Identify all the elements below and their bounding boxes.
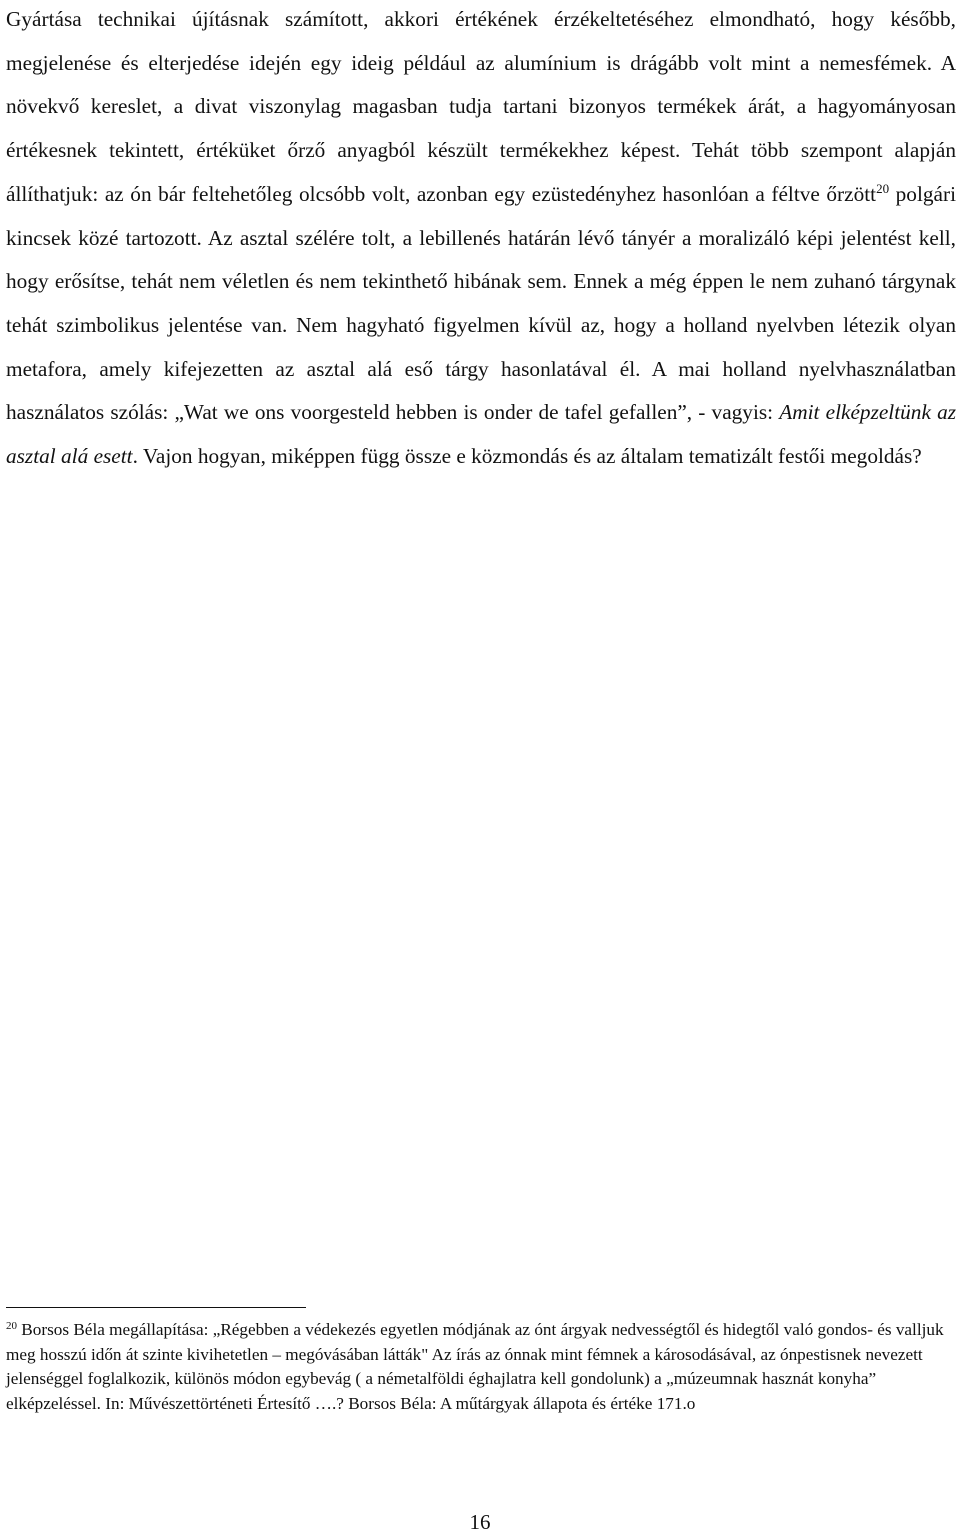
footnote-separator	[6, 1307, 306, 1308]
italic-translation: Amit elképzeltünk az asztal alá esett	[6, 400, 956, 469]
footnote-text: Borsos Béla megállapítása: „Régebben a védekezés egyetlen módjának az ónt árgyak nedvességtől és hidegtől való gondos- és valljuk meg hosszú időn át szinte kivihetetlen – megóvásában látták" Az írás az ónnak mint fémnek a károsodásával, az ónpestisnek nevezett jelenséggel foglalkozik, különös módon egybevág ( a németalföldi éghajlatra kell gondolunk) a „múzeumnak hasznát konyha” elképzeléssel. In: Művészettörténeti Értesítő ….? Borsos Béla: A műtárgyak állapota és értéke 171.o	[6, 1320, 944, 1413]
body-text-closing: . Vajon hogyan, miképpen függ össze e közmondás és az általam tematizált festői megoldás?	[132, 444, 922, 469]
footnote	[6, 1318, 946, 1416]
footnote-reference[interactable]: 20	[876, 180, 890, 196]
page-number: 16	[469, 1510, 491, 1534]
body-paragraph	[6, 0, 956, 479]
body-text-part-1: Gyártása technikai újításnak számított, akkori értékének érzékeltetéséhez elmondható, hogy később, megjelenése és elterjedése idején egy ideig például az alumínium is drágább volt mint a nemesfémek. A növekvő kereslet, a divat viszonylag magasban tudja tartani bizonyos termékek árát, a hagyományosan értékesnek tekintett, értéküket őrző anyagból készült termékekhez képest. Tehát több szempont alapján állíthatjuk: az ón bár feltehetőleg olcsóbb volt, azonban egy ezüstedényhez hasonlóan a féltve őrzött	[6, 7, 956, 206]
body-text-part-2: polgári kincsek közé tartozott. Az asztal szélére tolt, a lebillenés határán lévő tányér a moralizáló képi jelentést kell, hogy erősítse, tehát nem véletlen és nem tekinthető hibának sem. Ennek a még éppen le nem zuhanó tárgynak tehát szimbolikus jelentése van. Nem hagyható figyelmen kívül az, hogy a holland nyelvben létezik olyan metafora, amely kifejezetten az asztal alá eső tárgy hasonlatával él. A mai holland nyelvhasználatban használatos szólás: „Wat we ons voorgesteld hebben is onder de tafel gefallen”, - vagyis:	[6, 181, 956, 425]
footnote-number: 20	[6, 1320, 17, 1332]
